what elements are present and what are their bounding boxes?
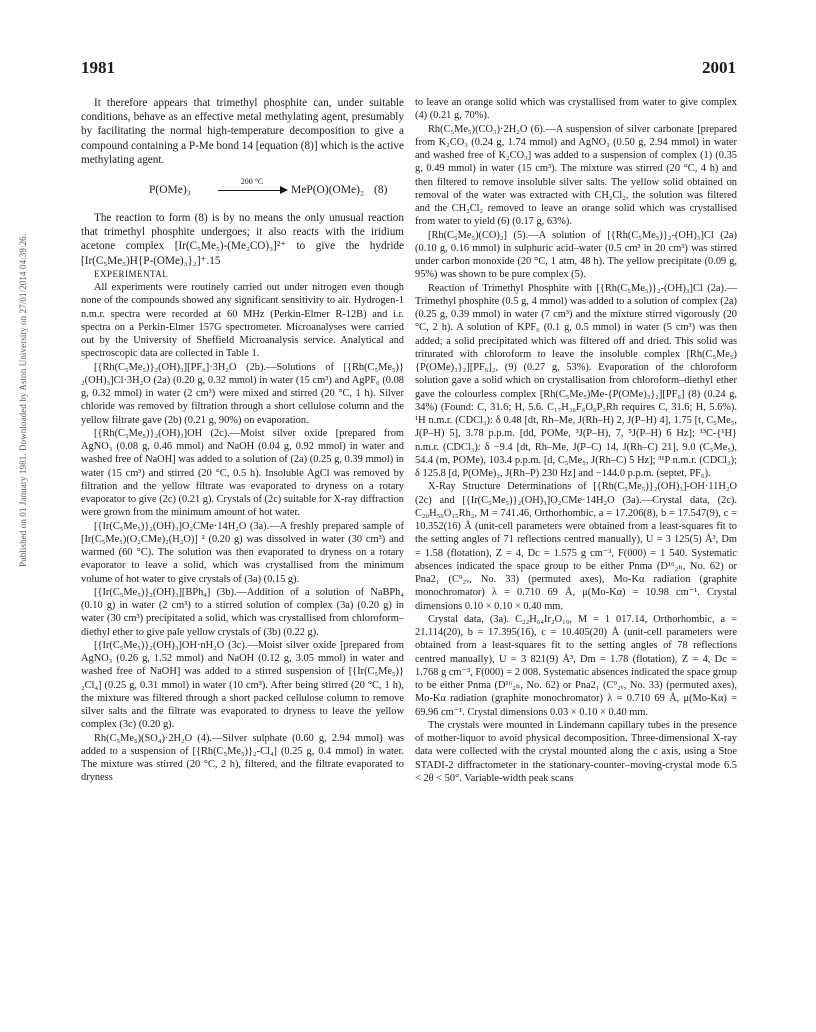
page-number-left: 1981 bbox=[81, 58, 115, 77]
equation-reactant: P(OMe)₃ bbox=[149, 184, 191, 197]
experimental-paragraph: All experiments were routinely carried out under nitrogen even though none of the compounds showed any significant sensitivity to air. Hydrogen-1 n.m.r. spectra were recorded at 60 MHz (Perkin-Elmer R-12B) and i.r. spectra on a Perkin-Elmer 157G spectrometer. Microanalyses were carried out by the University of Sheffield Microanalysis service. Analytical and spectroscopic data are collected in Table 1. bbox=[81, 282, 404, 360]
experimental-paragraph: [{Ir(C₅Me₅)}₂(OH)₃][BPh₄] (3b).—Addition of a solution of NaBPh₄ (0.10 g) in water (2 cm³) to a stirred solution of complex (3a) (0.20 g) in water (30 cm³) precipitated a solid, which was crystallised from chloroform–diethyl ether to give pale yellow crystals of (3b) (0.22 g). bbox=[81, 586, 404, 638]
section-heading-experimental: EXPERIMENTAL bbox=[94, 268, 169, 279]
reaction-arrow bbox=[218, 175, 286, 201]
left-column bbox=[81, 96, 404, 785]
equation-8 bbox=[81, 175, 404, 203]
reaction-paragraph: The reaction to form (8) is by no means the only unusual reaction that trimethyl phosphite undergoes; it also reacts with the iridium acetone complex [Ir(C₅Me₅)-(Me₂CO)₃]²⁺ to give the hydride [Ir(C₅Me₅)H{P-(OMe)₃}₂]⁺.15 bbox=[81, 212, 404, 267]
continued-paragraph: to leave an orange solid which was crystallised from water to give complex (4) (0.21 g, 70%). bbox=[415, 97, 737, 122]
reaction-condition: 200 °C bbox=[240, 177, 264, 187]
experimental-paragraph: Rh(C₅Me₅)(CO₃)·2H₂O (6).—A suspension of silver carbonate [prepared from K₂CO₃ (0.24 g, 1.74 mmol) and AgNO₃ (0.50 g, 2.94 mmol) in water and washed free of K₂CO₃] was added to a suspension of complex (1) (0.35 g, 0.49 mmol) in water (15 cm³). The mixture was stirred (20 °C, 4 h) and then filtered to remove insoluble silver salts. The yellow solid obtained on removal of the water was extracted with CH₂Cl₂, the solution was filtered and the CH₂Cl₂ removed to leave an orange solid which was crystallised from water to yield (6) (0.17 g, 63%). bbox=[415, 123, 737, 228]
download-watermark: Published on 01 January 1981. Downloaded by Aston University on 27/01/2014 04:39:26. bbox=[18, 233, 28, 567]
right-column bbox=[415, 96, 737, 785]
experimental-paragraph: Crystal data, (3a). C₂₂H₆₄Ir₂O₁₉, M = 1 017.14, Orthorhombic, a = 21.114(20), b = 17.395(16), c = 10.405(20) Å (unit-cell parameters were obtained from a least-squares fit to the setting angles of 78 reflections centred manually), U = 3 821(9) Å³, Dm = 1.78 (flotation), Z = 4, Dc = 1.768 g cm⁻³, F(000) = 2 008. Systematic absences indicated the space group to be either Pnma (D¹⁶₂ₕ, No. 62) or Pna2₁ (C⁹₂ᵥ, No. 33) (permuted axes), Mo-Kα radiation (graphite monochromator) λ = 0.710 69 Å, μ(Mo-Kα) = 69.96 cm⁻¹. Crystal dimensions 0.03 × 0.10 × 0.40 mm. bbox=[415, 613, 737, 718]
experimental-paragraph: [{Rh(C₅Me₅)}₂(OH)₃][PF₆]·3H₂O (2b).—Solutions of [{Rh(C₅Me₅)}₂(OH)₃]Cl·3H₂O (2a) (0.20 g, 0.32 mmol) in water (15 cm³) and AgPF₆ (0.08 g, 0.32 mmol) in water (2 cm³) were mixed and stirred (20 °C, 1 h). Silver chloride was removed by filtration through a short cellulose column and the yellow filtrate gave (2b) (0.21 g, 90%) on evaporation. bbox=[81, 361, 404, 426]
page-number-right: 2001 bbox=[702, 58, 736, 77]
equation-product: MeP(O)(OMe)₂ bbox=[291, 184, 364, 197]
equation-number: (8) bbox=[374, 184, 388, 197]
experimental-paragraph: [Rh(C₅Me₅)(CO)₂] (5).—A solution of [{Rh(C₅Me₅)}₂-(OH)₃]Cl (2a) (0.10 g, 0.16 mmol) in sulphuric acid–water (0.5 cm³ in 20 cm³) was stirred under carbon monoxide (20 °C, 1 atm, 48 h). The yellow precipitate (0.09 g, 95%) was shown to be pure complex (5). bbox=[415, 229, 737, 281]
experimental-paragraph: [{Rh(C₅Me₅)}₂(OH)₃]OH (2c).—Moist silver oxide [prepared from AgNO₃ (0.08 g, 0.46 mmol) and NaOH (0.04 g, 0.92 mmol) in water and washed free of NaOH] was added to a solution of (2a) (0.25 g, 0.39 mmol) in water (15 cm³) and stirred (20 °C, 0.5 h). Insoluble AgCl was removed by filtration and the yellow filtrate was evaporated to dryness on a rotary evaporator to give (2c) (0.21 g). Crystals of (2c) suitable for X-ray diffraction were grown from the minimum amount of hot water. bbox=[81, 427, 404, 519]
experimental-paragraph: X-Ray Structure Determinations of [{Rh(C₅Me₅)}₂(OH)₃]-OH·11H₂O (2c) and [{Ir(C₅Me₅)}₂(OH)₃]O₂CMe·14H₂O (3a).—Crystal data, (2c). C₂₀H₅₆O₁₅Rh₂, M = 741.46, Orthorhombic, a = 17.206(8), b = 17.547(9), c = 10.352(16) Å (unit-cell parameters were obtained from a least-squares fit to the setting angles of 71 reflections centred manually), U = 3 125(5) Å³, Dm = 1.58 (flotation), Z = 4, Dc = 1.575 g cm⁻³, F(000) = 1 540. Systematic absences indicated the space group to be either Pnma (D¹⁶₂ₕ, No. 62) or Pna2₁ (C⁹₂ᵥ, No. 33) (permuted axes), Mo-Kα radiation (graphite monochromator) λ = 0.710 69 Å, μ(Mo-Kα) = 10.98 cm⁻¹. Crystal dimensions 0.10 × 0.10 × 0.40 mm. bbox=[415, 481, 737, 612]
intro-paragraph: It therefore appears that trimethyl phosphite can, under suitable conditions, behave as an effective metal methylating agent, presumably by facilitating the normal high-temperature decomposition to give a compound containing a P-Me bond 14 [equation (8)] which is the active methylating agent. bbox=[81, 97, 404, 166]
arrow-shaft bbox=[218, 190, 286, 191]
experimental-paragraph: Reaction of Trimethyl Phosphite with [{Rh(C₅Me₅)}₂-(OH)₃]Cl (2a).—Trimethyl phosphite (0.5 g, 4 mmol) was added to a solution of complex (2a) (0.25 g, 0.39 mmol) in water (7 cm³) and the mixture stirred vigorously (20 °C, 2 h). A solution of KPF₆ (0.1 g, 0.5 mmol) in water (5 cm³) was then added; a solid precipitated which was filtered off and dried. This solid was triturated with chloroform to leave the insoluble complex [Rh(C₅Me₅){P(OMe)₃}₂][PF₆]₂, (9) (0.27 g, 53%). Evaporation of the chloroform solution gave a solid which on crystallisation from chloroform–diethyl ether gave the colourless complex [Rh(C₅Me₅)Me-{P(OMe)₃}₂][PF₆] (8) (0.24 g, 34%) (Found: C, 31.6; H, 5.6. C₁₇H₃₆F₆O₆P₃Rh requires C, 31.6; H, 5.6%). ¹H n.m.r. (CDCl₃): δ 0.48 [dt, Rh–Me, J(Rh–H) 2, J(P–H) 4], 1.75 [t, C₅Me₅, J(P–H) 5], 3.78 p.p.m. [dd, POMe, ³J(P–H), 7, ⁵J(P–H) 6 Hz]; ¹³C-{¹H} n.m.r. (CDCl₃): δ −9.4 [dt, Rh–Me, J(P–C) 14, J(Rh–C) 21], 9.0 (C₅Me₅), 54.4 (m, POMe), 103.4 p.p.m. [d, C₅Me₅, J(Rh–C) 5 Hz]; ³¹P n.m.r. (CDCl₃); δ 125.8 [d, P(OMe)₃, J(Rh–P) 230 Hz] and −144.0 p.p.m. (septet, PF₆). bbox=[415, 282, 737, 479]
experimental-paragraph: The crystals were mounted in Lindemann capillary tubes in the presence of mother-liquor to avoid physical decomposition. Three-dimensional X-ray data were collected with the crystal mounted along the c axis, using a Stoe STADI-2 diffractometer in the stationary-counter–moving-crystal mode 6.5 < 2θ < 50°. Variable-width peak scans bbox=[415, 719, 737, 784]
arrow-head-icon bbox=[280, 186, 288, 194]
experimental-paragraph: [{Ir(C₅Me₅)}₂(OH)₃]OH·nH₂O (3c).—Moist silver oxide [prepared from AgNO₃ (0.26 g, 1.52 mmol) and NaOH (0.12 g, 3.05 mmol) in water and washed free of NaOH] was added to a stirred suspension of [{Ir(C₅Me₅)}₂Cl₄] (0.25 g, 0.31 mmol) in water (10 cm³). After being stirred (20 °C, 1 h), the mixture was filtered through a short packed cellulose column to remove silver salts and the filtrate was evaporated to dryness to leave the yellow complex (3c) (0.20 g). bbox=[81, 639, 404, 731]
experimental-paragraph: [{Ir(C₅Me₅)}₂(OH)₃]O₂CMe·14H₂O (3a).—A freshly prepared sample of [Ir(C₅Me₅)(O₂CMe)₂(H₂O)] ² (0.20 g) was dissolved in water (30 cm³) and warmed (60 °C). The solution was then evaporated to dryness on a rotary evaporator to leave a solid, which was crystallised from the minimum volume of hot water to give crystals of (3a) (0.15 g). bbox=[81, 520, 404, 585]
experimental-paragraph: Rh(C₅Me₅)(SO₄)·2H₂O (4).—Silver sulphate (0.60 g, 2.94 mmol) was added to a suspension of [{Rh(C₅Me₅)}₂-Cl₄] (0.25 g, 0.4 mmol) in water. The mixture was stirred (20 °C, 2 h), filtered, and the filtrate evaporated to dryness bbox=[81, 732, 404, 784]
